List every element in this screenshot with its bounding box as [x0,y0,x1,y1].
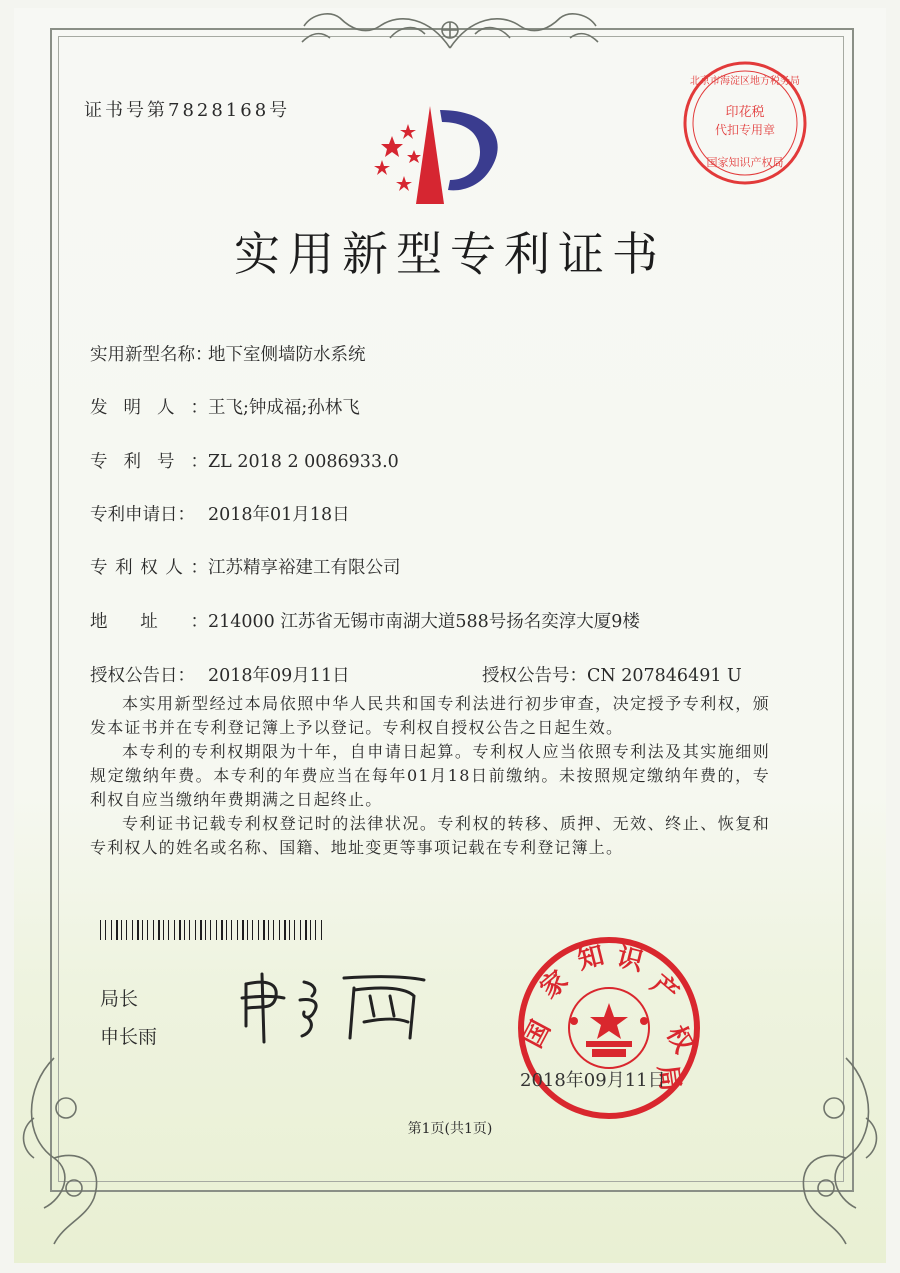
barcode-bar [142,920,143,940]
barcode-bar [321,920,322,940]
field-label: 地址： [90,612,208,632]
field-value: CN 207846491 U [587,666,742,686]
field-address [90,608,640,633]
barcode-bar [247,920,248,940]
svg-text:国: 国 [518,1015,557,1053]
stamp-duty-seal [680,58,810,188]
field-grant-date [90,662,350,687]
barcode-bar [147,920,148,940]
barcode-bar [163,920,164,940]
field-label: 授权公告号： [482,666,587,686]
barcode-bar [100,920,101,940]
field-value: 江苏精享裕建工有限公司 [208,558,401,578]
svg-text:代扣专用章: 代扣专用章 [714,123,776,137]
field-patent-number [90,448,399,473]
barcode-bar [105,920,106,940]
svg-text:印花税: 印花税 [725,105,765,120]
cnipa-official-seal [514,933,704,1123]
barcode-bar [279,920,280,940]
svg-text:局: 局 [651,1063,686,1093]
barcode-bar [205,920,206,940]
barcode-bar [126,920,127,940]
field-label: 授权公告日： [90,666,195,686]
barcode-bar [116,920,118,940]
cnipa-logo-icon [370,100,510,210]
barcode-bar [210,920,211,940]
barcode-bar [315,920,316,940]
barcode-bar [252,920,253,940]
paragraph: 本实用新型经过本局依照中华人民共和国专利法进行初步审查，决定授予专利权，颁发本证书并在专利登记簿上予以登记。专利权自授权公告之日起生效。 [90,694,770,737]
field-publication-number [482,662,742,687]
field-label: 发明人： [90,398,208,418]
barcode-bar [237,920,238,940]
paragraph: 专利证书记载专利权登记时的法律状况。专利权的转移、质押、无效、终止、恢复和专利权人的姓名或名称、国籍、地址变更等事项记载在专利登记簿上。 [90,814,770,857]
top-ornament [290,8,610,54]
barcode-bar [273,920,274,940]
barcode-icon [100,920,328,940]
director-name: 申长雨 [100,1026,158,1048]
barcode-bar [158,920,160,940]
seal-date: 2018年09月11日 [520,1070,666,1091]
barcode-bar [226,920,227,940]
field-value: 2018年09月11日 [208,666,350,686]
svg-text:识: 识 [613,942,647,978]
svg-text:家: 家 [534,965,574,1005]
barcode-bar [132,920,133,940]
barcode-bar [305,920,307,940]
barcode-bar [258,920,259,940]
field-value: 214000 江苏省无锡市南湖大道588号扬名奕淳大厦9楼 [208,612,640,632]
stamp-ring-text: 北京市海淀区地方税务局 [690,76,800,87]
barcode-bar [179,920,181,940]
barcode-bar [153,920,154,940]
barcode-bar [242,920,244,940]
field-label: 专利号： [90,452,208,472]
director-title: 局长 [100,988,139,1010]
certificate-body-text [90,692,770,860]
barcode-bar [121,920,122,940]
barcode-bar [300,920,301,940]
barcode-bar [310,920,311,940]
barcode-bar [289,920,290,940]
director-signature [234,966,434,1046]
bottom-left-ornament [14,1048,124,1258]
barcode-bar [221,920,223,940]
barcode-bar [216,920,217,940]
field-value: 王飞;钟成福;孙林飞 [208,398,360,418]
barcode-bar [284,920,286,940]
svg-text:产: 产 [644,969,684,1009]
certificate-title: 实用新型专利证书 [234,227,666,281]
field-patentee [90,554,401,579]
patent-certificate [14,8,886,1263]
svg-text:知: 知 [574,940,608,976]
barcode-bar [189,920,190,940]
field-label: 专利权人： [90,558,208,578]
barcode-bar [174,920,175,940]
field-utility-model-name [90,341,366,366]
page-footer: 第1页(共1页) [407,1121,493,1137]
certificate-number: 证书号第7828168号 [84,100,291,121]
field-value: ZL 2018 2 0086933.0 [208,452,399,472]
barcode-bar [200,920,202,940]
barcode-bar [184,920,185,940]
barcode-bar [294,920,295,940]
bottom-right-ornament [776,1048,886,1258]
field-value: 2018年01月18日 [208,505,350,525]
svg-text:国家知识产权局: 国家知识产权局 [706,156,784,169]
field-label: 实用新型名称： [90,345,213,365]
barcode-bar [268,920,269,940]
barcode-bar [168,920,169,940]
barcode-bar [195,920,196,940]
paragraph: 本专利的专利权期限为十年，自申请日起算。专利权人应当依照专利法及其实施细则规定缴纳年费。本专利的年费应当在每年01月18日前缴纳。未按照规定缴纳年费的，专利权自应当缴纳年费期满之日起终止。 [90,742,770,809]
field-inventors [90,394,360,419]
field-label: 专利申请日： [90,505,195,525]
barcode-bar [231,920,232,940]
barcode-bar [111,920,112,940]
field-application-date [90,501,350,526]
svg-text:权: 权 [660,1021,699,1059]
barcode-bar [263,920,265,940]
field-value: 地下室侧墙防水系统 [208,345,366,365]
barcode-bar [137,920,139,940]
